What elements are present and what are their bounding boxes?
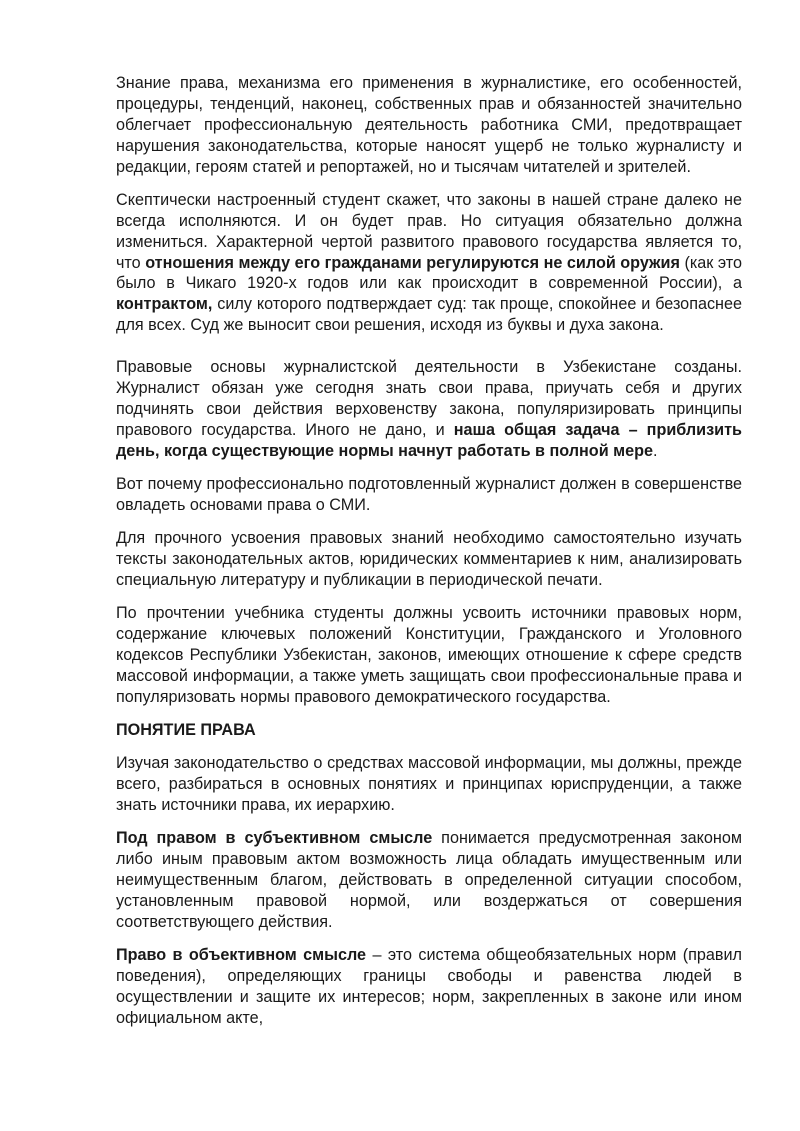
bold-text-run: контрактом, (116, 295, 213, 314)
text-run: (как это было в Чикаго 1920-х годов или как происходит в современной России), а (116, 253, 743, 293)
text-run: – это система общеобязательных норм (правил поведения), определяющих границы свободы и равенства людей в осуществлении и защите их интересов; норм, закрепленных в законе или ином официальном акте, (116, 946, 742, 1027)
text-run: Правовые основы журналистской деятельности в Узбекистане созданы. Журналист обязан уже сегодня знать свои права, приучать себя и других подчинять свои действия верховенству закона, популяризировать принципы правового государства. Иного не дано, и (116, 358, 742, 439)
paragraph-studying-legislation: Изучая законодательство о средствах массовой информации, мы должны, прежде всего, разбираться в основных понятиях и принципах юриспруденции, а также знать источники права, их иерархию. (116, 754, 742, 814)
paragraph-subjective-law (116, 828, 742, 933)
paragraph-legal-foundations (116, 357, 742, 462)
bold-text-run: Право в объективном смысле (116, 946, 367, 964)
text-run: понимается предусмотренная законом либо иным правовым актом возможность лица обладать имущественным или неимущественным благом, действовать в определенной ситуации способом, установленным правовой нормой, или воздержаться от совершения соответствующего действия. (116, 829, 742, 931)
bold-text-run: Под правом в субъективном смысле (116, 829, 433, 848)
document-body (116, 73, 742, 1041)
text-run: . (653, 441, 658, 460)
paragraph-study-methods: Для прочного усвоения правовых знаний необходимо самостоятельно изучать тексты законодательных актов, юридических комментариев к ним, анализировать специальную литературу и публикации в периодической печати. (116, 529, 742, 589)
text-run: силу которого подтверждает суд: так проще, спокойнее и безопаснее для всех. Суд же выносит свои решения, исходя из буквы и духа закона. (116, 295, 742, 335)
text-run: Скептически настроенный студент скажет, что законы в нашей стране далеко не всегда исполняются. И он будет прав. Но ситуация обязательно должна измениться. Характерной чертой развитого правового государства является то, что (116, 190, 742, 272)
bold-text-run: наша общая задача – приблизить день, когда существующие нормы начнут работать в полной мере (116, 420, 742, 460)
paragraph-law-knowledge: Знание права, механизма его применения в журналистике, его особенностей, процедуры, тенденций, наконец, собственных прав и обязанностей значительно облегчает профессиональную деятельность работника СМИ, предотвращает нарушения законодательства, которые наносят ущерб не только журналисту и редакции, героям статей и репортажей, но и тысячам читателей и зрителей. (116, 74, 742, 176)
paragraph-professional-journalist: Вот почему профессионально подготовленный журналист должен в совершенстве овладеть основами права о СМИ. (116, 475, 742, 514)
section-heading: ПОНЯТИЕ ПРАВА (116, 720, 256, 739)
paragraph-skeptical-student (116, 190, 742, 336)
paragraph-textbook-outcomes: По прочтении учебника студенты должны усвоить источники правовых норм, содержание ключевых положений Конституции, Гражданского и Уголовного кодексов Республики Узбекистан, законов, имеющих отношение к сфере средств массовой информации, а также уметь защищать свои профессиональные права и популяризовать нормы правового демократического государства. (116, 604, 742, 706)
paragraph-objective-law (116, 945, 742, 1029)
bold-text-run: отношения между его гражданами регулируются не силой оружия (145, 253, 680, 272)
